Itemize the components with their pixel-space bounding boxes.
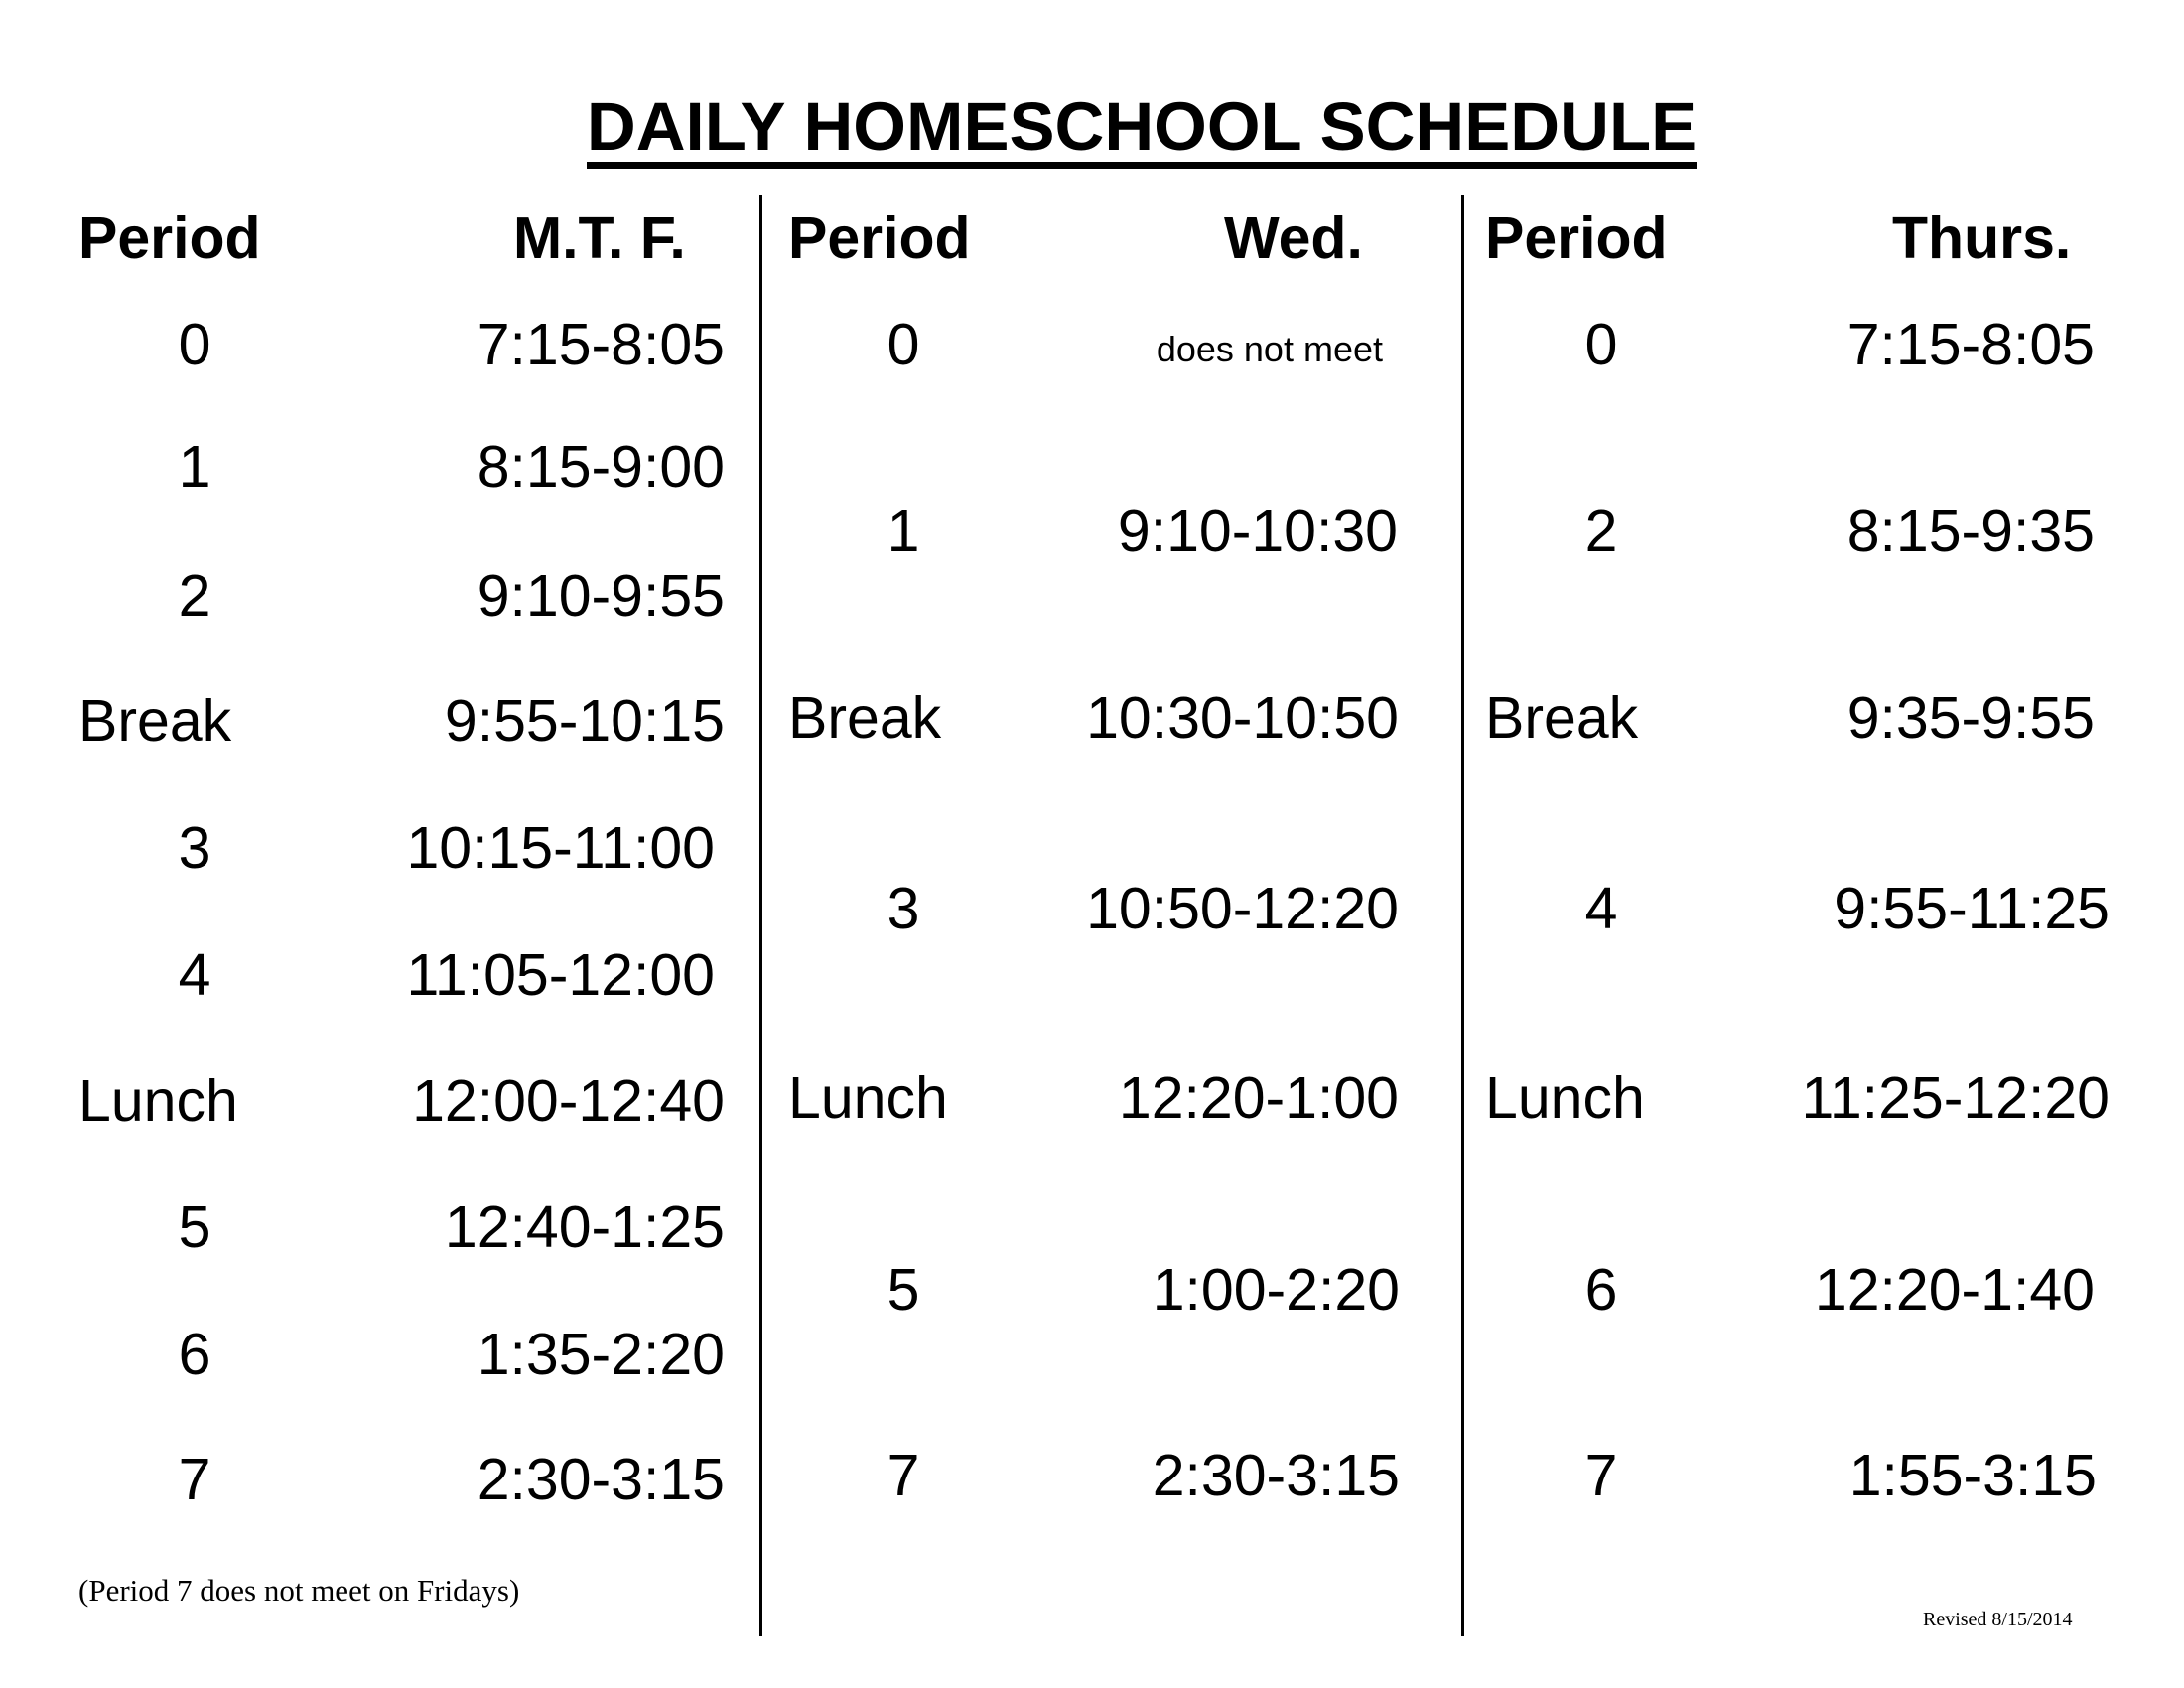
time-cell: 12:00-12:40 [412,1068,725,1134]
period-cell: 0 [887,312,920,377]
footnote: (Period 7 does not meet on Fridays) [78,1573,520,1608]
period-cell: 5 [887,1257,920,1323]
time-cell: 11:05-12:00 [406,942,715,1008]
period-cell: Lunch [788,1065,948,1131]
period-cell: 7 [1584,1443,1618,1508]
period-cell: Lunch [1485,1065,1645,1131]
period-cell: 1 [178,434,211,499]
period-cell: 3 [178,815,211,881]
time-cell: 7:15-8:05 [477,312,725,377]
time-cell: 1:55-3:15 [1848,1443,2097,1508]
period-cell: 7 [887,1443,920,1508]
period-cell: 6 [1584,1257,1618,1323]
period-cell: 4 [178,942,211,1008]
day-header: Thurs. [1892,206,2072,271]
time-cell: 9:10-10:30 [1117,498,1398,564]
period-cell: 5 [178,1195,211,1260]
column-divider-1 [759,195,762,1636]
time-cell: 9:55-10:15 [444,688,725,754]
period-cell: Lunch [78,1068,238,1134]
page-title [0,88,2184,169]
period-header: Period [788,206,971,271]
time-cell: 9:35-9:55 [1846,685,2095,751]
day-header: Wed. [1224,206,1363,271]
time-cell: 1:00-2:20 [1152,1257,1400,1323]
time-cell: 2:30-3:15 [1152,1443,1400,1508]
time-cell: 11:25-12:20 [1801,1065,2110,1131]
time-cell: 7:15-8:05 [1846,312,2095,377]
time-cell: 8:15-9:00 [477,434,725,499]
time-cell: 12:20-1:40 [1814,1257,2095,1323]
time-cell: 10:30-10:50 [1086,685,1399,751]
revision-date: Revised 8/15/2014 [1923,1609,2073,1630]
period-cell: 1 [887,498,920,564]
time-cell: 9:55-11:25 [1834,876,2110,941]
time-cell: 10:15-11:00 [406,815,715,881]
period-cell: 4 [1584,876,1618,941]
period-cell: 2 [1584,498,1618,564]
period-cell: Break [788,685,942,751]
time-cell: does not meet [1156,329,1383,369]
period-cell: 2 [178,563,211,629]
time-cell: 1:35-2:20 [477,1322,725,1387]
period-cell: 3 [887,876,920,941]
time-cell: 8:15-9:35 [1846,498,2095,564]
period-header: Period [78,206,261,271]
time-cell: 2:30-3:15 [477,1447,725,1512]
period-cell: Break [1485,685,1639,751]
time-cell: 9:10-9:55 [477,563,725,629]
time-cell: 12:40-1:25 [444,1195,725,1260]
time-cell: 10:50-12:20 [1086,876,1399,941]
day-header: M.T. F. [513,206,686,271]
time-cell: 12:20-1:00 [1118,1065,1399,1131]
period-cell: 7 [178,1447,211,1512]
period-cell: 6 [178,1322,211,1387]
column-divider-2 [1461,195,1464,1636]
period-cell: 0 [178,312,211,377]
page-title-text: DAILY HOMESCHOOL SCHEDULE [587,92,1697,169]
period-cell: Break [78,688,232,754]
period-cell: 0 [1584,312,1618,377]
period-header: Period [1485,206,1668,271]
